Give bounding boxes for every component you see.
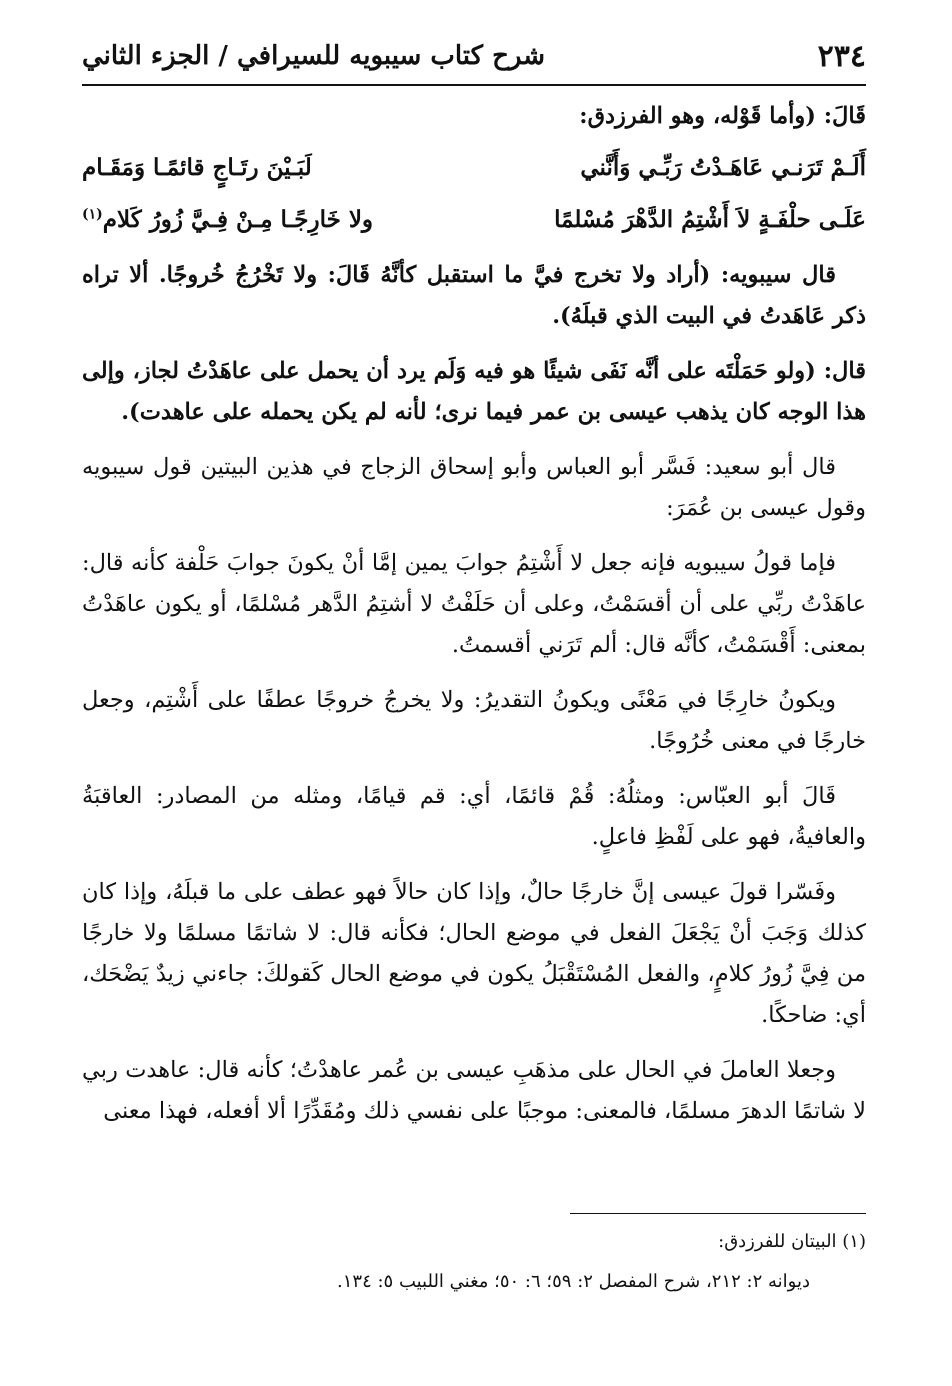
footnote-1-sources: ديوانه ٢: ٢١٢، شرح المفصل ٢: ٥٩؛ ٦: ٥٠؛ مغني اللبيب ٥: ١٣٤.	[337, 1271, 810, 1292]
page-number: ٢٣٤	[817, 38, 866, 74]
verse-line-1	[82, 141, 866, 193]
paragraph-isa-interpretation: وفَسّرا قولَ عيسى إنَّ خارجًا حالٌ، وإذا كان حالاً فهو عطف على ما قبلَهُ، وإذا كان كذلك وَجَبَ أنْ يَجْعَلَ الفعل في موضع الحال؛ فكأنه قال: لا شاتمًا مسلمًا ولا خارجًا من فِيَّ زُورُ كلامٍ، والفعل المُسْتَقْبَلُ يكون في موضع الحال كَقولكَ: جاءني زيدٌ يَضْحَك، أي: ضاحكًا.	[82, 879, 866, 1028]
running-title: شرح كتاب سيبويه للسيرافي / الجزء الثاني	[82, 41, 545, 71]
footnotes	[82, 1222, 866, 1302]
verse-line-1-first-hemistich: أَلَـمْ تَرَنـي عَاهَـدْتُ رَبِّـي وَأَنَّني	[580, 153, 866, 181]
footnote-1: (١) البيتان للفرزدق:	[718, 1231, 866, 1252]
paragraph-sibawayh-interpretation: فإما قولُ سيبويه فإنه جعل لا أَشْتِمُ جوابَ يمين إمَّا أنْ يكونَ جوابَ حَلْفة كأنه قال: عاهَدْتُ ربِّي على أن أقسَمْتُ، وعلى أن حَلَفْتُ لا أشتِمُ الدَّهر مُسْلمًا، أو يكون عاهَدْتُ بمعنى: أَقْسَمْتُ، كأنَّه قال: ألم تَرَني أقسمتُ.	[82, 550, 866, 658]
footnote-marker: (١)	[82, 205, 103, 222]
verse-line-2-first-hemistich: عَلَـى حلْفَـةٍ لاَ أَشْتِمُ الدَّهْرَ مُسْلمًا	[554, 205, 866, 233]
verse-line-1-second-hemistich: لَبَـيْنَ رتَـاجٍ قائمًـا وَمَقَـام	[82, 153, 312, 181]
paragraph-amil: وجعلا العاملَ في الحال على مذهَبِ عيسى بن عُمر عاهدْتُ؛ كأنه قال: عاهدت ربي لا شاتمًا الدهرَ مسلمًا، فالمعنى: موجبًا على نفسي ذلك ومُقَدِّرًا ألا أفعله، فهذا معنى	[82, 1057, 866, 1124]
paragraph-sibawayh-quote-2: قال: (ولو حَمَلْتَه على أنَّه نَفَى شيئًا هو فيه وَلَم يرد أن يحمل على عاهَدْتُ لجاز، وإلى هذا الوجه كان يذهب عيسى بن عمر فيما نرى؛ لأنه لم يكن يحمله على عاهدت).	[82, 358, 866, 425]
paragraph-abu-al-abbas: قَالَ أبو العبّاس: ومثلُهُ: قُمْ قائمًا، أي: قم قيامًا، ومثله من المصادر: العاقبَةُ والعافيةُ، فهو على لَفْظِ فاعلٍ.	[82, 783, 866, 850]
verse-line-2-second-hemistich	[82, 206, 458, 233]
main-text	[82, 96, 866, 1146]
verse-line-2	[82, 193, 866, 245]
poetry-verse	[82, 141, 866, 245]
paragraph-abu-said: قال أبو سعيد: فَسَّر أبو العباس وأبو إسحاق الزجاج في هذين البيتين قول سيبويه وقول عيسى بن عُمَرَ:	[82, 454, 866, 521]
verse-line-2-second-hemistich-text: ولا خَارِجًـا مِـنْ فِـيَّ زُورُ كَلام	[102, 205, 374, 233]
paragraph-sibawayh-quote: قال سيبويه: (أراد ولا تخرج فيَّ ما استقبل كأنَّهُ قَالَ: ولا تَخْرُجُ خُروجًا. ألا تراه ذكر عَاهَدتُ في البيت الذي قبلَهُ).	[82, 262, 866, 329]
verse-intro: قَالَ: (وأما قَوْله، وهو الفرزدق:	[579, 103, 866, 129]
footnote-separator	[570, 1213, 866, 1214]
page-header	[82, 28, 866, 86]
paragraph-kharij: ويكونُ خارِجًا في مَعْنًى ويكونُ التقديرُ: ولا يخرجُ خروجًا عطفًا على أَشْتِم، وجعل خارجًا في معنى خُرُوجًا.	[82, 687, 866, 754]
